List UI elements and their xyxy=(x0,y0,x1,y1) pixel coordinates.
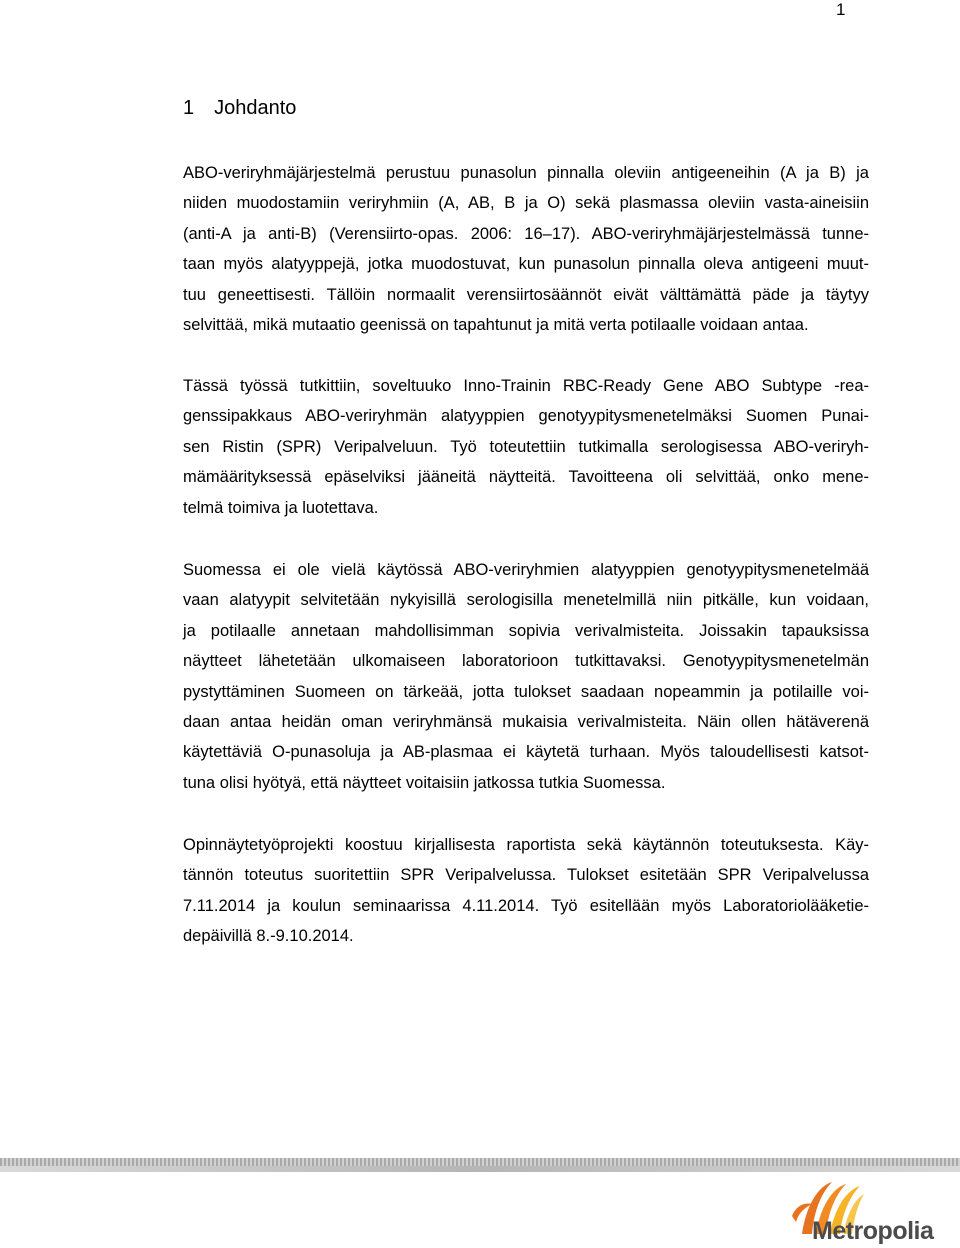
text-line: käytettäviä O-punasoluja ja AB-plasmaa ei käytetä turhaan. Myös taloudellisesti katsot- xyxy=(183,743,869,762)
text-line: genssipakkaus ABO-veriryhmän alatyyppien genotyypitysmenetelmäksi Suomen Punai- xyxy=(183,407,869,426)
text-line: näytteet lähetetään ulkomaiseen laboratorioon tutkittavaksi. Genotyypitysmenetelmän xyxy=(183,652,869,671)
text-line: tuu geneettisesti. Tällöin normaalit verensiirtosäännöt eivät välttämättä päde ja täytyy xyxy=(183,285,869,304)
text-line: pystyttäminen Suomeen on tärkeää, jotta tulokset saadaan nopeammin ja potilaille voi- xyxy=(183,682,869,701)
text-line: mämäärityksessä epäselviksi jääneitä näytteitä. Tavoitteena oli selvittää, onko mene- xyxy=(183,468,869,487)
footer-band-shadow xyxy=(0,1166,960,1172)
text-line: tännön toteutus suoritettiin SPR Veripalvelussa. Tulokset esitetään SPR Veripalvelussa xyxy=(183,866,869,885)
text-line: daan antaa heidän oman veriryhmänsä mukaisia verivalmisteita. Näin ollen hätäverenä xyxy=(183,713,869,732)
paragraph-2 xyxy=(183,371,869,523)
text-line: Tässä työssä tutkittiin, soveltuuko Inno-Trainin RBC-Ready Gene ABO Subtype -rea- xyxy=(183,377,869,395)
text-line: (anti-A ja anti-B) (Verensiirto-opas. 2006: 16–17). ABO-veriryhmäjärjestelmässä tunne- xyxy=(183,224,869,243)
paragraph-1 xyxy=(183,158,869,340)
text-line: niiden muodostamiin veriryhmiin (A, AB, B ja O) sekä plasmassa oleviin vasta-aineisiin xyxy=(183,194,869,213)
text-line: depäivillä 8.-9.10.2014. xyxy=(183,927,354,946)
paragraph-3 xyxy=(183,555,869,798)
text-line: telmä toimiva ja luotettava. xyxy=(183,498,379,517)
text-line: Suomessa ei ole vielä käytössä ABO-veriryhmien alatyyppien genotyypitysmenetelmää xyxy=(183,561,869,579)
text-line: ja potilaalle annetaan mahdollisimman sopivia verivalmisteita. Joissakin tapauksissa xyxy=(183,621,869,640)
heading-number: 1 xyxy=(183,97,195,119)
logo-wordmark: Metropolia xyxy=(812,1217,934,1245)
text-line: ABO-veriryhmäjärjestelmä perustuu punasolun pinnalla oleviin antigeeneihin (A ja B) ja xyxy=(183,164,869,182)
text-line: 7.11.2014 ja koulun seminaarissa 4.11.2014. Työ esitellään myös Laboratoriolääketie- xyxy=(183,896,869,915)
heading-title: Johdanto xyxy=(214,97,297,119)
paragraph-4 xyxy=(183,830,869,952)
text-line: selvittää, mikä mutaatio geenissä on tapahtunut ja mitä verta potilaalle voidaan antaa. xyxy=(183,316,809,335)
section-heading xyxy=(183,97,296,120)
text-line: tuna olisi hyötyä, että näytteet voitaisiin jatkossa tutkia Suomessa. xyxy=(183,773,666,792)
text-line: Opinnäytetyöprojekti koostuu kirjallisesta raportista sekä käytännön toteutuksesta. Käy- xyxy=(183,836,869,854)
text-line: taan myös alatyyppejä, jotka muodostuvat, kun punasolun pinnalla oleva antigeeni muut- xyxy=(183,255,869,274)
page-number: 1 xyxy=(836,0,846,19)
text-line: vaan alatyypit selvitetään nykyisillä serologisilla menetelmillä niin pitkälle, kun voidaan, xyxy=(183,591,869,610)
text-line: sen Ristin (SPR) Veripalveluun. Työ toteutettiin tutkimalla serologisessa ABO-veriryh- xyxy=(183,437,869,456)
